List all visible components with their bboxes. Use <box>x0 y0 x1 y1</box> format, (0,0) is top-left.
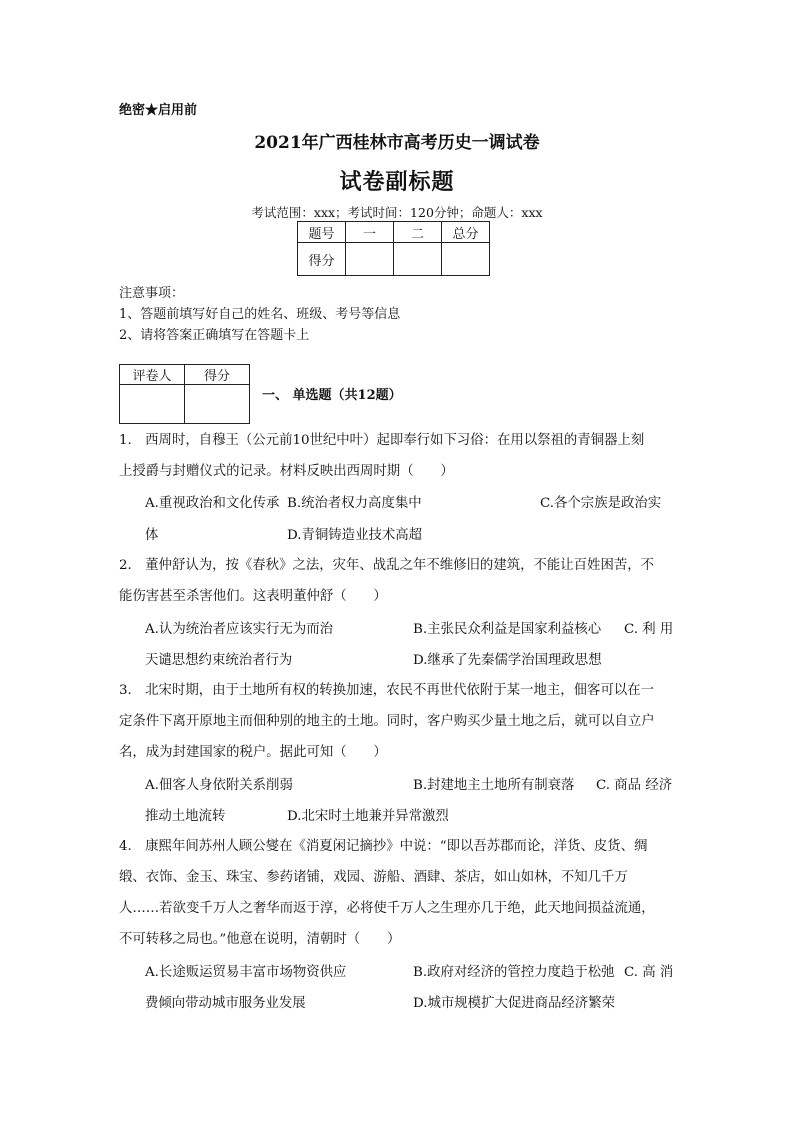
question-line: 上授爵与封赠仪式的记录。材料反映出西周时期（ ） <box>119 464 454 479</box>
grader-cell <box>120 385 185 424</box>
option-d: D.北宋时土地兼并异常激烈 <box>287 809 449 824</box>
option-d: D.青铜铸造业技术高超 <box>287 528 423 543</box>
option-b: B.封建地主土地所有制衰落 <box>413 778 575 793</box>
question-line: 4. 康熙年间苏州人顾公燮在《消夏闲记摘抄》中说：“即以吾苏郡而论，洋货、皮货、绸 <box>119 839 648 854</box>
grader-table <box>119 364 250 424</box>
notes <box>119 283 400 346</box>
exam-subtitle: 试卷副标题 <box>339 169 455 195</box>
exam-info: 考试范围：xxx；考试时间：120分钟；命题人：xxx <box>251 205 543 220</box>
question-3 <box>119 675 679 768</box>
option-b: B.政府对经济的管控力度趋于松弛 <box>413 965 615 980</box>
question-1 <box>119 425 679 487</box>
notes-title: 注意事项： <box>119 286 185 301</box>
option-a: A.佃客人身依附关系削弱 <box>145 778 293 793</box>
question-line: 3. 北宋时期，由于土地所有权的转换加速，农民不再世代依附于某一地主，佃客可以在一 <box>119 683 655 698</box>
score-cell <box>346 243 394 276</box>
option-a: A.重视政治和文化传承 <box>145 496 280 511</box>
question-line: 2. 董仲舒认为，按《春秋》之法，灾年、战乱之年不维修旧的建筑，不能让百姓困苦，不 <box>119 558 655 573</box>
option-d: D.城市规模扩大促进商品经济繁荣 <box>413 996 615 1011</box>
option-d: D.继承了先秦儒学治国理政思想 <box>413 653 602 668</box>
score-header-cell: 一 <box>346 222 394 243</box>
notes-item: 2、请将答案正确填写在答题卡上 <box>119 328 310 343</box>
score-header-cell: 二 <box>394 222 442 243</box>
option-a: A.认为统治者应该实行无为而治 <box>145 622 334 637</box>
option-b: B.主张民众利益是国家利益核心 <box>413 622 602 637</box>
grader-header-cell: 评卷人 <box>120 365 185 385</box>
exam-title: 2021年广西桂林市高考历史一调试卷 <box>254 133 540 153</box>
score-table <box>297 221 490 276</box>
option-c-continued: 体 <box>145 528 159 543</box>
option-c-continued: 天谴思想约束统治者行为 <box>145 653 293 668</box>
question-line: 名，成为封建国家的税户。据此可知（ ） <box>119 745 387 760</box>
option-c: C. 商品 经济 <box>596 778 673 793</box>
question-line: 能伤害甚至杀害他们。这表明董仲舒（ ） <box>119 589 387 604</box>
question-line: 缎、衣饰、金玉、珠宝、参药诸铺，戏园、游船、酒肆、茶店，如山如林，不知几千万 <box>119 870 628 885</box>
question-line: 1. 西周时，自穆王（公元前10世纪中叶）起即奉行如下习俗：在用以祭祖的青铜器上刻 <box>119 433 645 448</box>
grader-header-cell: 得分 <box>185 365 250 385</box>
score-header-cell: 题号 <box>298 222 346 243</box>
option-c-continued: 费倾向带动城市服务业发展 <box>145 996 306 1011</box>
question-line: 定条件下离开原地主而佃种别的地主的土地。同时，客户购买少量土地之后，就可以自立户 <box>119 714 655 729</box>
notes-item: 1、答题前填写好自己的姓名、班级、考号等信息 <box>119 307 401 322</box>
score-row-label: 得分 <box>298 243 346 276</box>
score-cell <box>394 243 442 276</box>
grader-cell <box>185 385 250 424</box>
option-c-continued: 推动土地流转 <box>145 809 226 824</box>
question-4 <box>119 831 679 955</box>
option-b: B.统治者权力高度集中 <box>287 496 422 511</box>
section-title: 一、 单选题（共12题） <box>262 388 402 403</box>
option-a: A.长途贩运贸易丰富市场物资供应 <box>145 965 347 980</box>
question-2 <box>119 550 679 612</box>
secret-mark: 绝密★启用前 <box>119 103 198 118</box>
option-c: C. 高 消 <box>624 965 674 980</box>
question-line: 人……若欲变千万人之奢华而返于淳，必将使千万人之生理亦几于绝，此天地间损益流通， <box>119 901 655 916</box>
question-line: 不可转移之局也。”他意在说明，清朝时（ ） <box>119 932 401 947</box>
score-header-cell: 总分 <box>442 222 490 243</box>
option-c: C.各个宗族是政治实 <box>540 496 662 511</box>
score-cell <box>442 243 490 276</box>
option-c: C. 利 用 <box>624 622 674 637</box>
